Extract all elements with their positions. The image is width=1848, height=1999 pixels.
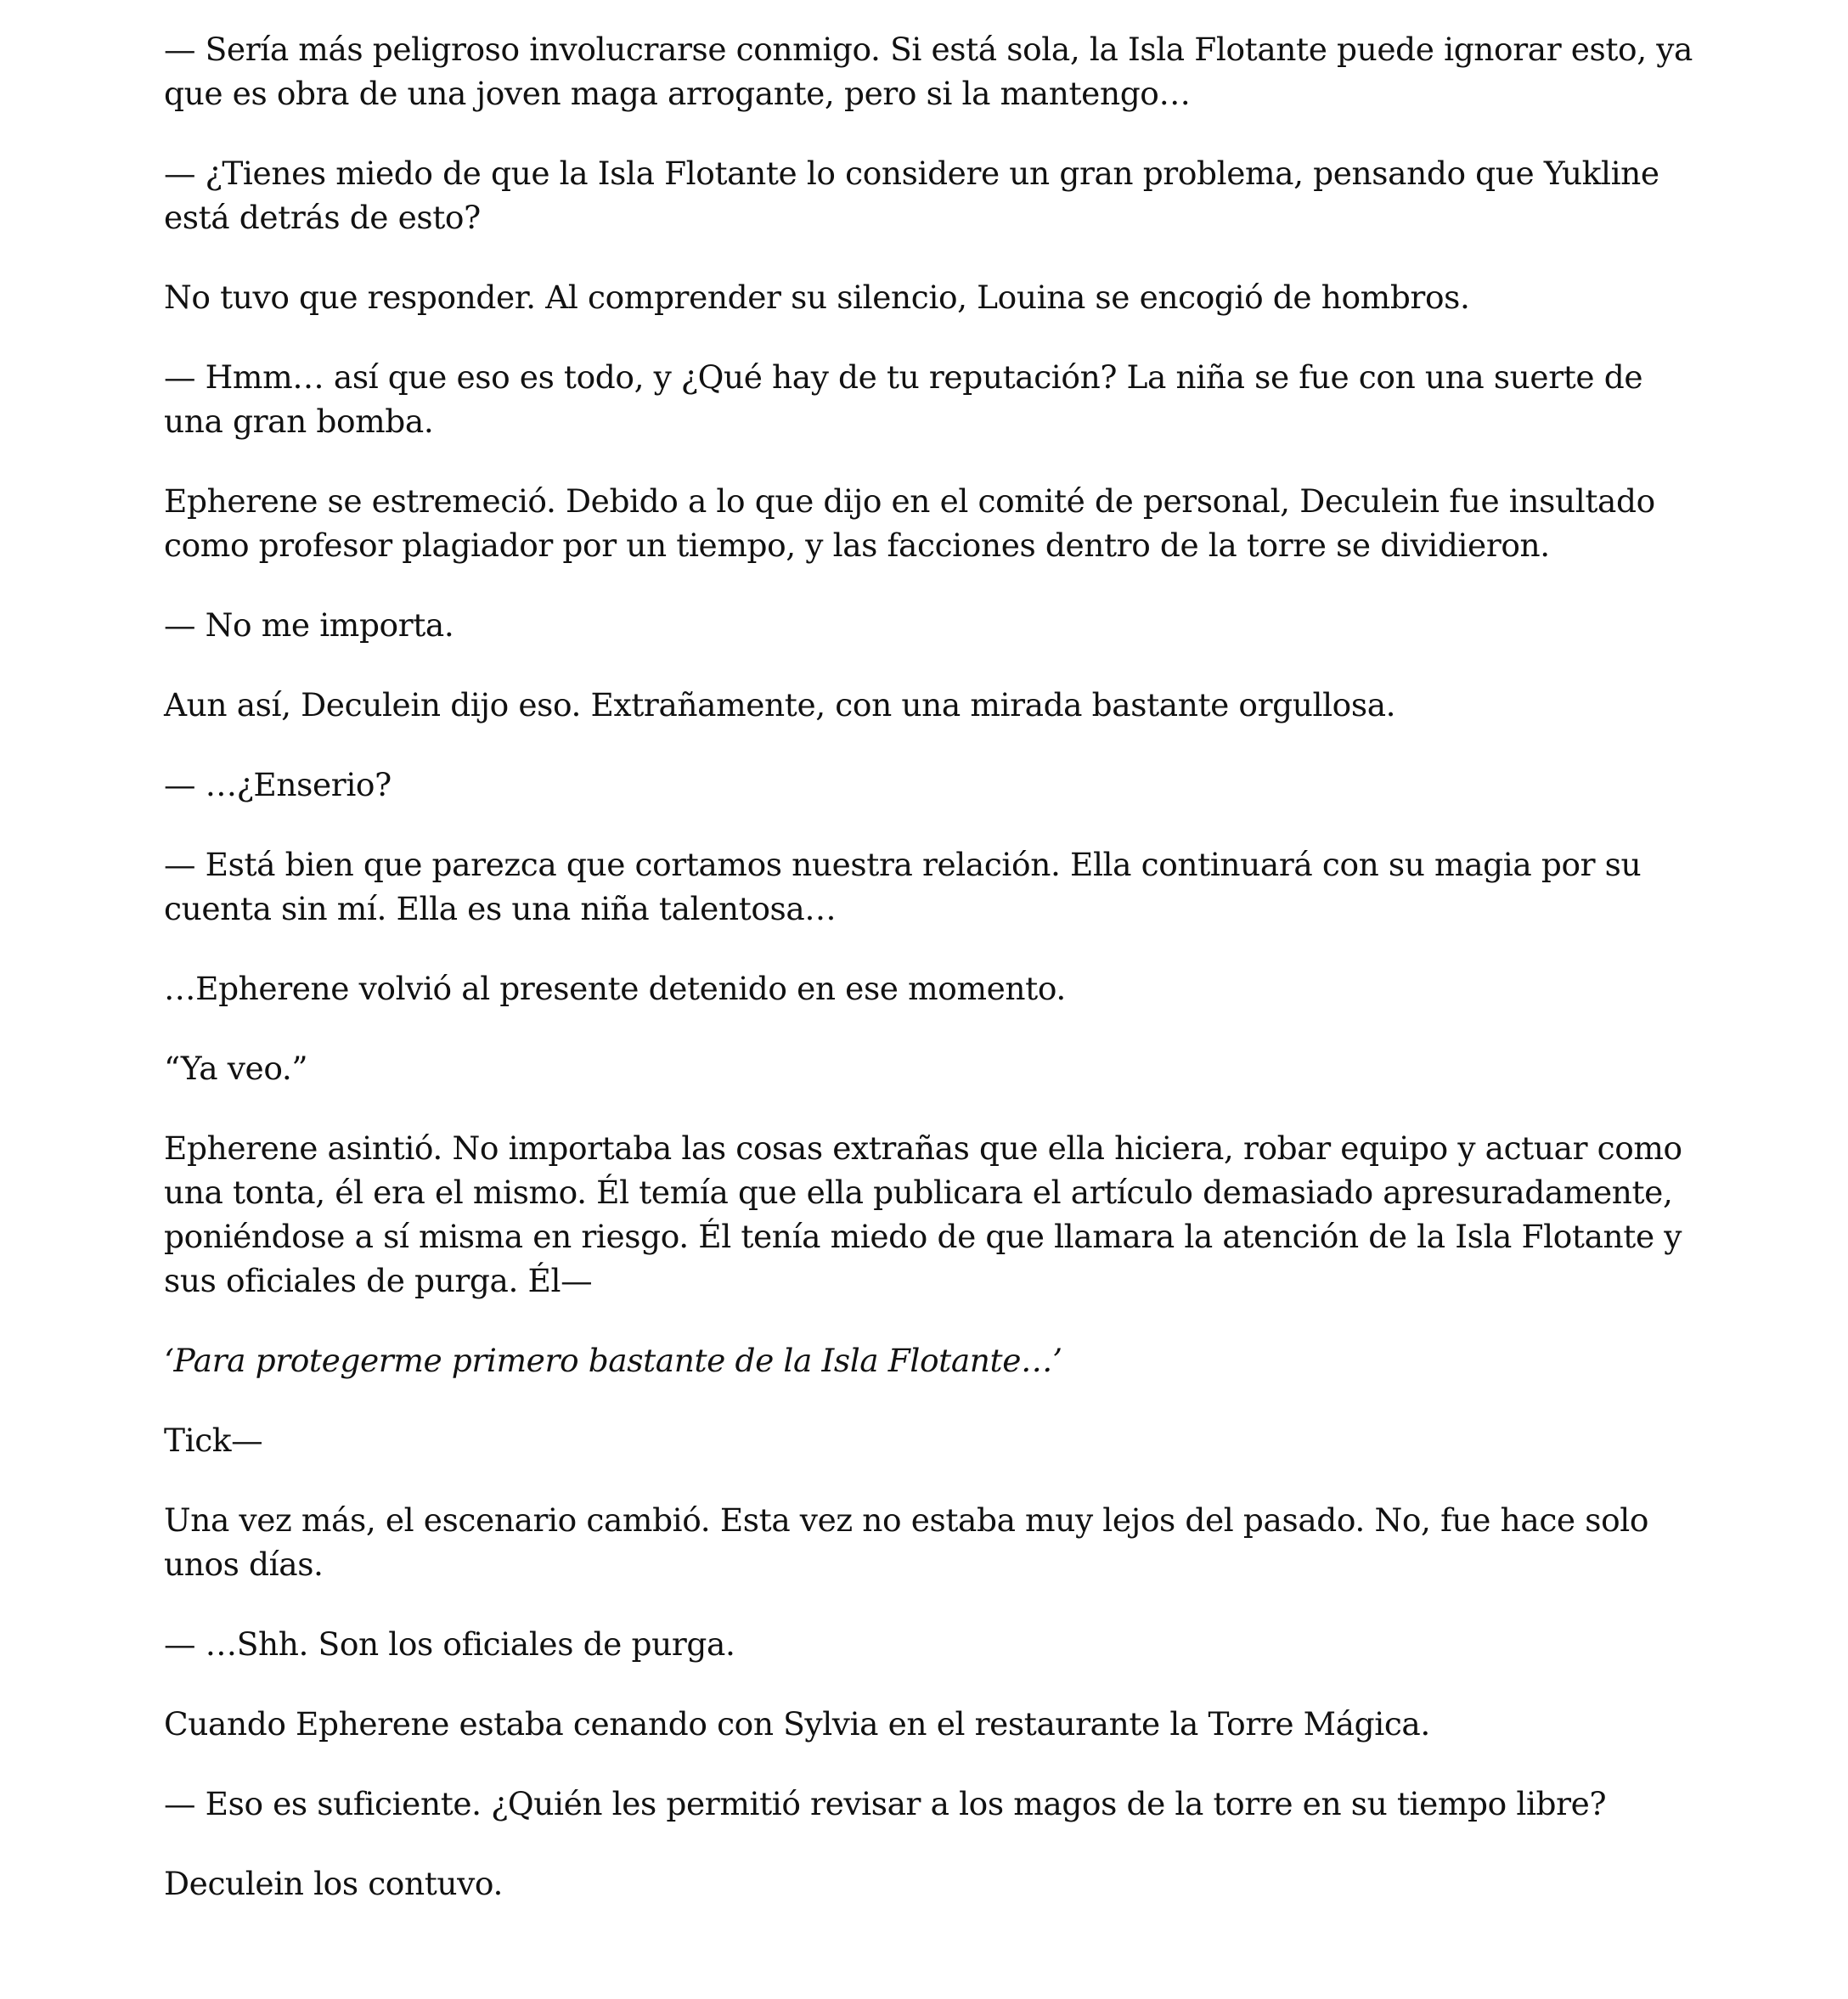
paragraph: Aun así, Deculein dijo eso. Extrañamente, con una mirada bastante orgullosa. xyxy=(164,686,1396,724)
paragraph: Una vez más, el escenario cambió. Esta vez no estaba muy lejos del pasado. No, fue hace solo unos días. xyxy=(164,1501,1649,1583)
paragraph: “Ya veo.” xyxy=(164,1050,308,1087)
paragraph: — Eso es suficiente. ¿Quién les permitió revisar a los magos de la torre en su tiempo libre? xyxy=(164,1785,1607,1822)
paragraph: Tick— xyxy=(164,1422,263,1459)
paragraph: — Sería más peligroso involucrarse conmigo. Si está sola, la Isla Flotante puede ignorar esto, ya que es obra de una joven maga arrogante, pero si la mantengo… xyxy=(164,31,1693,112)
paragraph: — Está bien que parezca que cortamos nuestra relación. Ella continuará con su magia por su cuenta sin mí. Ella es una niña talentosa… xyxy=(164,846,1642,927)
paragraph: — …Shh. Son los oficiales de purga. xyxy=(164,1625,735,1663)
paragraph: Cuando Epherene estaba cenando con Sylvia en el restaurante la Torre Mágica. xyxy=(164,1705,1430,1743)
paragraph: — …¿Enserio? xyxy=(164,766,392,803)
paragraph: Epherene se estremeció. Debido a lo que dijo en el comité de personal, Deculein fue insultado como profesor plagiador por un tiempo, y las facciones dentro de la torre se dividieron. xyxy=(164,482,1655,564)
paragraph: …Epherene volvió al presente detenido en ese momento. xyxy=(164,970,1066,1007)
document-page xyxy=(164,27,1710,1941)
paragraph: No tuvo que responder. Al comprender su silencio, Louina se encogió de hombros. xyxy=(164,279,1470,316)
paragraph-italic-thought: ‘Para protegerme primero bastante de la Isla Flotante…’ xyxy=(164,1342,1062,1379)
paragraph: — ¿Tienes miedo de que la Isla Flotante lo considere un gran problema, pensando que Yukline está detrás de esto? xyxy=(164,155,1659,236)
paragraph: Epherene asintió. No importaba las cosas extrañas que ella hiciera, robar equipo y actuar como una tonta, él era el mismo. Él temía que ella publicara el artículo demasiado apresuradamente, poniéndose a sí misma en riesgo. Él tenía miedo de que llamara la atención de la Isla Flotante y sus oficiales de purga. Él— xyxy=(164,1129,1682,1299)
paragraph: — No me importa. xyxy=(164,606,454,644)
paragraph: Deculein los contuvo. xyxy=(164,1865,503,1902)
paragraph: — Hmm… así que eso es todo, y ¿Qué hay de tu reputación? La niña se fue con una suerte de una gran bomba. xyxy=(164,358,1643,440)
